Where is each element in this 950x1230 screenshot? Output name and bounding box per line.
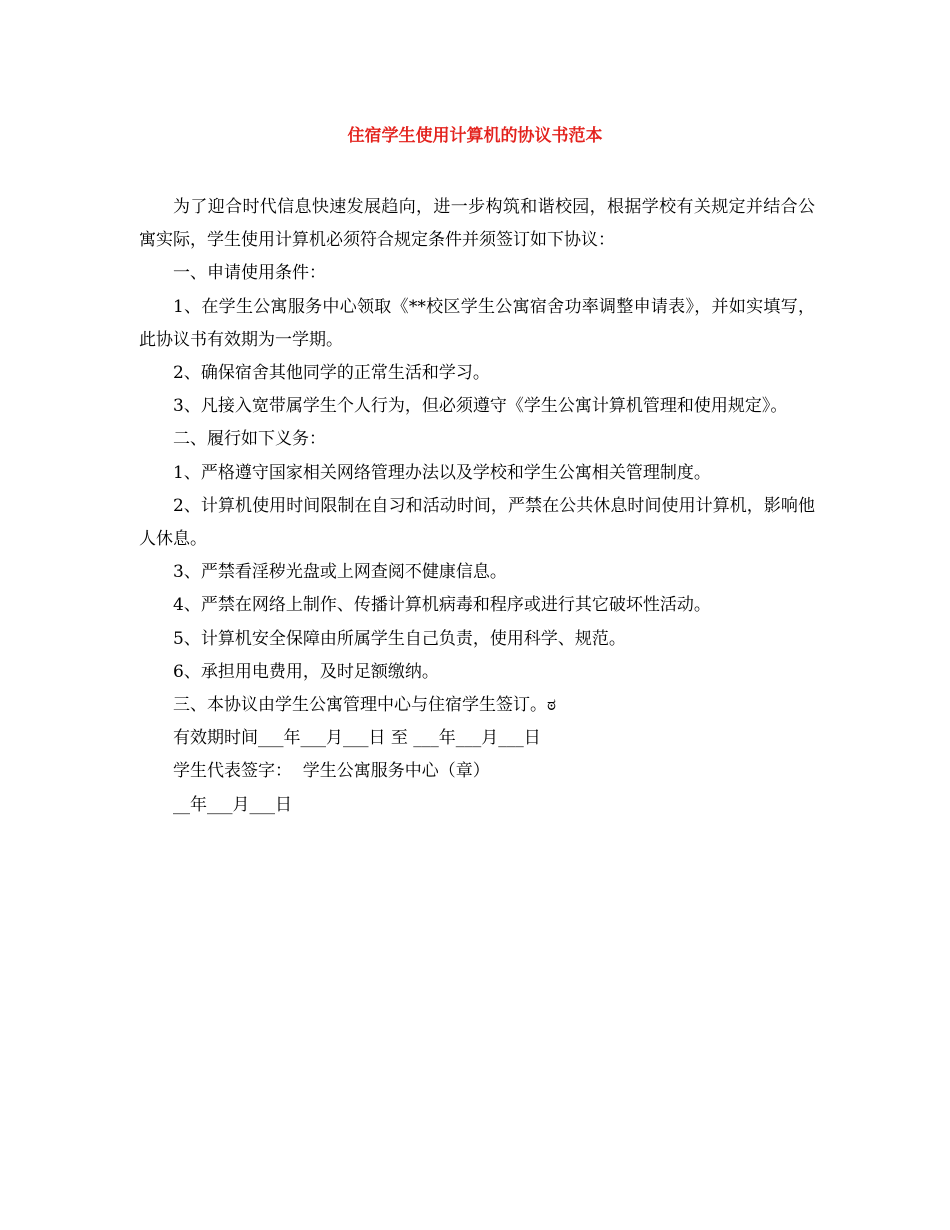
obligation-item-1: 1、严格遵守国家相关网络管理办法以及学校和学生公寓相关管理制度。 <box>173 462 711 483</box>
obligation-item-2: 2、计算机使用时间限制在自习和活动时间，严禁在公共休息时间使用计算机，影响他人休息。 <box>139 495 815 550</box>
obligation-item-3: 3、严禁看淫秽光盘或上网查阅不健康信息。 <box>173 562 507 583</box>
condition-item-3: 3、凡接入宽带属学生个人行为，但必须遵守《学生公寓计算机管理和使用规定》。 <box>173 396 788 417</box>
condition-item-2: 2、确保宿舍其他同学的正常生活和学习。 <box>173 363 490 384</box>
condition-item-1: 1、在学生公寓服务中心领取《**校区学生公寓宿舍功率调整申请表》，并如实填写，此协议书有效期为一学期。 <box>139 296 815 350</box>
obligation-item-4: 4、严禁在网络上制作、传播计算机病毒和程序或进行其它破坏性活动。 <box>173 595 711 616</box>
obligation-item-5: 5、计算机安全保障由所属学生自己负责，使用科学、规范。 <box>173 628 626 649</box>
document-body <box>139 191 815 822</box>
validity-period-line: 有效期时间___年___月___日 至 ___年___月___日 <box>173 728 541 749</box>
section-heading-obligations: 二、履行如下义务： <box>173 429 326 450</box>
section-heading-signing: 三、本协议由学生公寓管理中心与住宿学生签订。ಠ <box>173 695 556 716</box>
intro-paragraph: 为了迎合时代信息快速发展趋向，进一步构筑和谐校园，根据学校有关规定并结合公寓实际，学生使用计算机必须符合规定条件并须签订如下协议： <box>139 197 815 251</box>
date-line: __年___月___日 <box>173 794 292 815</box>
section-heading-conditions: 一、申请使用条件： <box>173 263 326 284</box>
obligation-item-6: 6、承担用电费用，及时足额缴纳。 <box>173 661 439 682</box>
document-title: 住宿学生使用计算机的协议书范本 <box>347 126 603 146</box>
signature-line: 学生代表签字： 学生公寓服务中心（章） <box>173 761 490 782</box>
